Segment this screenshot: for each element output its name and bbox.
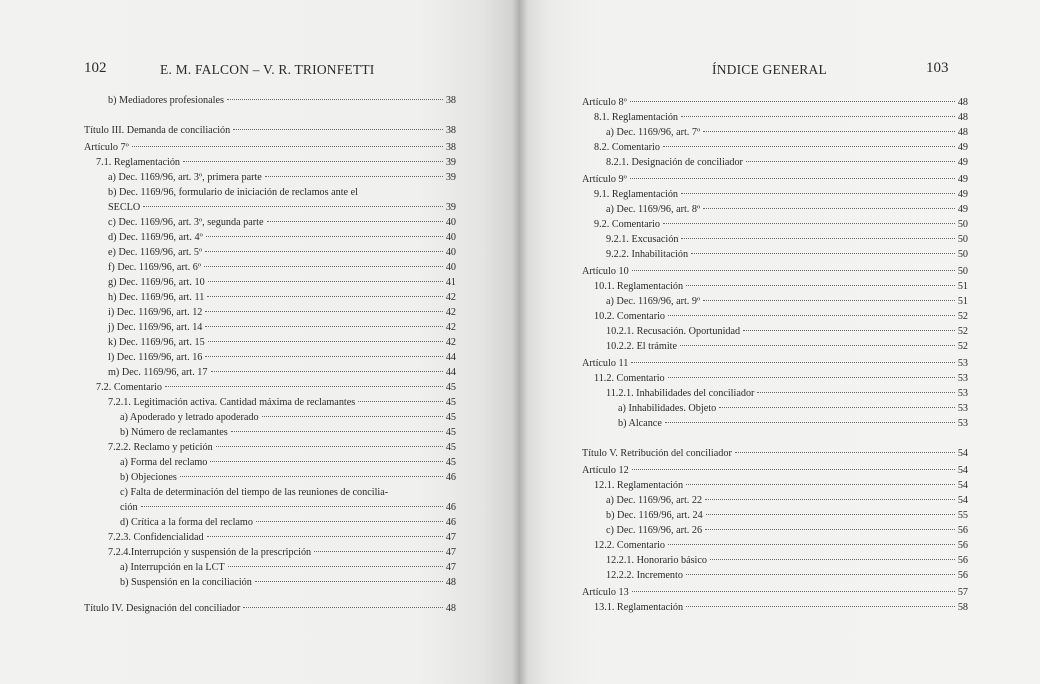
toc-entry [108, 366, 456, 380]
toc-entry-page: 46 [445, 517, 456, 528]
toc-entry [120, 561, 456, 575]
toc-entry-title: b) Alcance [618, 418, 662, 429]
toc-entry-page: 38 [445, 125, 456, 136]
toc-entry-page: 53 [957, 373, 968, 384]
toc-entry [582, 464, 968, 478]
toc-entry [606, 387, 968, 401]
toc-entry-title: d) Dec. 1169/96, art. 4º [108, 232, 203, 243]
toc-entry-title: 11.2.1. Inhabilidades del conciliador [606, 388, 755, 399]
toc-entry-page: 45 [445, 457, 456, 468]
toc-entry [108, 261, 456, 275]
toc-entry-page: 52 [957, 341, 968, 352]
toc-entry-title: 11.2. Comentario [594, 373, 665, 384]
toc-entry-page: 52 [957, 311, 968, 322]
dot-leader [686, 285, 955, 286]
toc-entry-page: 49 [957, 174, 968, 185]
dot-leader [141, 506, 443, 507]
toc-entry-page: 44 [445, 352, 456, 363]
toc-entry-page: 48 [445, 577, 456, 588]
dot-leader [681, 116, 955, 117]
toc-entry-title: 10.2.1. Recusación. Oportunidad [606, 326, 741, 337]
toc-entry-title: d) Crítica a la forma del reclamo [120, 517, 253, 528]
toc-entry [606, 325, 968, 339]
toc-entry [120, 576, 456, 590]
dot-leader [207, 296, 443, 297]
toc-entry-page: 40 [445, 232, 456, 243]
toc-entry [582, 586, 968, 600]
toc-entry [606, 340, 968, 354]
dot-leader [630, 101, 955, 102]
toc-entry-title: Artículo 11 [582, 358, 629, 369]
dot-leader [233, 129, 443, 130]
toc-entry-title: 12.1. Reglamentación [594, 480, 684, 491]
toc-entry [606, 524, 968, 538]
toc-entry [120, 486, 456, 500]
dot-leader [703, 208, 955, 209]
toc-entry [96, 381, 456, 395]
toc-entry-title: Artículo 8º [582, 97, 627, 108]
toc-entry [606, 126, 968, 140]
toc-entry-title: a) Dec. 1169/96, art. 8º [606, 204, 701, 215]
toc-entry [108, 171, 456, 185]
dot-leader [228, 566, 443, 567]
dot-leader [205, 311, 442, 312]
toc-entry-title: 8.1. Reglamentación [594, 112, 679, 123]
toc-entry-title: b) Mediadores profesionales [108, 95, 224, 106]
toc-entry [108, 396, 456, 410]
toc-entry [606, 554, 968, 568]
toc-entry [108, 231, 456, 245]
dot-leader [735, 452, 955, 453]
toc-entry [594, 141, 968, 155]
toc-entry [108, 291, 456, 305]
toc-entry-page: 50 [957, 234, 968, 245]
dot-leader [710, 559, 955, 560]
dot-leader [205, 251, 443, 252]
toc-entry-page: 54 [957, 448, 968, 459]
toc-entry-title: c) Dec. 1169/96, art. 3º, segunda parte [108, 217, 264, 228]
toc-entry [618, 417, 968, 431]
toc-entry-title: e) Dec. 1169/96, art. 5º [108, 247, 203, 258]
toc-entry-title: k) Dec. 1169/96, art. 15 [108, 337, 205, 348]
toc-entry-page: 42 [445, 292, 456, 303]
toc-entry-page: 58 [957, 602, 968, 613]
toc-entry [120, 501, 456, 515]
toc-entry-title: Artículo 9º [582, 174, 627, 185]
toc-entry [594, 539, 968, 553]
toc-entry-page: 42 [445, 307, 456, 318]
dot-leader [703, 131, 955, 132]
dot-leader [210, 461, 442, 462]
dot-leader [262, 416, 443, 417]
toc-entry [594, 111, 968, 125]
toc-entry-page: 53 [957, 403, 968, 414]
toc-entry-title: ción [120, 502, 138, 513]
toc-entry-page: 53 [957, 388, 968, 399]
toc-entry-title: 8.2. Comentario [594, 142, 660, 153]
toc-entry-page: 48 [445, 603, 456, 614]
dot-leader [243, 607, 443, 608]
toc-entry-page: 41 [445, 277, 456, 288]
page-number: 102 [84, 60, 107, 76]
toc-entry-title: Artículo 7º [84, 142, 129, 153]
dot-leader [686, 484, 955, 485]
toc-entry-page: 45 [445, 427, 456, 438]
dot-leader [719, 407, 955, 408]
toc-entry-title: c) Falta de determinación del tiempo de las reuniones de concilia- [120, 487, 389, 498]
dot-leader [743, 330, 955, 331]
toc-entry-title: Artículo 10 [582, 266, 629, 277]
dot-leader [183, 161, 443, 162]
dot-leader [705, 499, 955, 500]
toc-entry-page: 42 [445, 322, 456, 333]
toc-entry-page: 53 [957, 358, 968, 369]
toc-entry-page: 54 [957, 495, 968, 506]
dot-leader [686, 606, 955, 607]
toc-entry-page: 45 [445, 382, 456, 393]
running-head: ÍNDICE GENERAL [712, 62, 827, 77]
dot-leader [216, 446, 443, 447]
dot-leader [668, 544, 955, 545]
dot-leader [663, 146, 955, 147]
toc-entry-title: b) Dec. 1169/96, formulario de iniciación de reclamos ante el [108, 187, 358, 198]
toc-entry-page: 46 [445, 472, 456, 483]
toc-entry-title: b) Número de reclamantes [120, 427, 228, 438]
toc-entry-title: b) Suspensión en la conciliación [120, 577, 252, 588]
toc-entry [594, 372, 968, 386]
toc-entry-page: 49 [957, 157, 968, 168]
toc-entry-page: 39 [445, 157, 456, 168]
toc-entry-title: SECLO [108, 202, 141, 213]
toc-entry-title: Artículo 13 [582, 587, 629, 598]
dot-leader [208, 341, 443, 342]
toc-entry [606, 156, 968, 170]
toc-entry [606, 203, 968, 217]
toc-entry-title: a) Dec. 1169/96, art. 3º, primera parte [108, 172, 262, 183]
toc-entry-title: 7.1. Reglamentación [96, 157, 181, 168]
dot-leader [681, 193, 955, 194]
toc-entry [606, 494, 968, 508]
toc-entry-title: a) Dec. 1169/96, art. 7º [606, 127, 701, 138]
toc-entry-title: b) Objeciones [120, 472, 177, 483]
toc-entry-page: 48 [957, 112, 968, 123]
toc-entry-page: 50 [957, 249, 968, 260]
toc-entry [120, 456, 456, 470]
toc-entry [582, 447, 968, 461]
toc-entry [108, 94, 456, 108]
dot-leader [205, 326, 442, 327]
toc-entry-title: Artículo 12 [582, 465, 629, 476]
dot-leader [691, 253, 955, 254]
running-head: E. M. FALCON – V. R. TRIONFETTI [160, 62, 375, 77]
toc-entry-page: 49 [957, 189, 968, 200]
toc-entry-page: 40 [445, 247, 456, 258]
dot-leader [705, 529, 955, 530]
toc-entry-page: 56 [957, 555, 968, 566]
dot-leader [231, 431, 443, 432]
toc-entry-page: 49 [957, 142, 968, 153]
dot-leader [680, 345, 955, 346]
toc-entry-title: 9.2. Comentario [594, 219, 660, 230]
dot-leader [358, 401, 443, 402]
toc-entry [96, 156, 456, 170]
toc-entry-page: 45 [445, 397, 456, 408]
dot-leader [255, 581, 443, 582]
toc-entry [120, 426, 456, 440]
dot-leader [207, 536, 443, 537]
toc-entry-title: 12.2.2. Incremento [606, 570, 683, 581]
toc-entry [594, 479, 968, 493]
toc-entry-title: 8.2.1. Designación de conciliador [606, 157, 743, 168]
dot-leader [256, 521, 443, 522]
dot-leader [143, 206, 443, 207]
dot-leader [204, 266, 443, 267]
dot-leader [706, 514, 955, 515]
toc-entry [594, 601, 968, 615]
toc-entry-page: 49 [957, 204, 968, 215]
toc-entry [594, 188, 968, 202]
dot-leader [632, 591, 955, 592]
toc-entry-page: 48 [957, 127, 968, 138]
toc-entry-page: 47 [445, 547, 456, 558]
page-number: 103 [926, 60, 949, 76]
toc-entry [108, 276, 456, 290]
dot-leader [314, 551, 443, 552]
toc-entry-title: a) Dec. 1169/96, art. 9º [606, 296, 701, 307]
dot-leader [686, 574, 955, 575]
toc-entry [120, 516, 456, 530]
toc-entry-page: 56 [957, 570, 968, 581]
toc-entry-title: l) Dec. 1169/96, art. 16 [108, 352, 203, 363]
toc-entry-title: j) Dec. 1169/96, art. 14 [108, 322, 203, 333]
toc-entry-page: 40 [445, 262, 456, 273]
toc-entry [108, 201, 456, 215]
toc-entry-title: m) Dec. 1169/96, art. 17 [108, 367, 208, 378]
dot-leader [632, 270, 955, 271]
toc-entry [108, 246, 456, 260]
toc-entry-title: a) Forma del reclamo [120, 457, 208, 468]
dot-leader [668, 315, 955, 316]
toc-entry-title: Título V. Retribución del conciliador [582, 448, 732, 459]
toc-entry [594, 310, 968, 324]
toc-entry [108, 186, 456, 200]
toc-entry-title: a) Inhabilidades. Objeto [618, 403, 717, 414]
toc-entry-page: 38 [445, 95, 456, 106]
toc-entry-title: 7.2.4.Interrupción y suspensión de la prescripción [108, 547, 312, 558]
toc-entry-page: 51 [957, 281, 968, 292]
dot-leader [663, 223, 955, 224]
toc-entry-title: a) Interrupción en la LCT [120, 562, 225, 573]
toc-entry [108, 306, 456, 320]
dot-leader [206, 236, 443, 237]
right-page [520, 0, 1040, 684]
toc-entry [108, 531, 456, 545]
toc-entry-title: Título IV. Designación del conciliador [84, 603, 241, 614]
toc-entry-page: 38 [445, 142, 456, 153]
toc-entry [84, 124, 456, 138]
toc-entry-page: 45 [445, 412, 456, 423]
toc-entry-title: h) Dec. 1169/96, art. 11 [108, 292, 205, 303]
toc-entry [594, 280, 968, 294]
toc-entry-page: 50 [957, 266, 968, 277]
toc-entry-title: f) Dec. 1169/96, art. 6º [108, 262, 202, 273]
toc-entry-page: 57 [957, 587, 968, 598]
dot-leader [180, 476, 443, 477]
toc-entry-page: 39 [445, 202, 456, 213]
toc-entry [594, 218, 968, 232]
toc-entry [108, 321, 456, 335]
toc-entry [618, 402, 968, 416]
toc-entry-title: 7.2.2. Reclamo y petición [108, 442, 213, 453]
toc-entry-page: 56 [957, 525, 968, 536]
dot-leader [746, 161, 955, 162]
toc-entry-title: Título III. Demanda de conciliación [84, 125, 231, 136]
toc-entry [84, 141, 456, 155]
dot-leader [631, 362, 955, 363]
toc-entry [582, 96, 968, 110]
toc-entry-title: g) Dec. 1169/96, art. 10 [108, 277, 205, 288]
toc-entry [120, 471, 456, 485]
dot-leader [681, 238, 954, 239]
toc-entry [108, 336, 456, 350]
toc-entry [108, 546, 456, 560]
toc-entry [108, 216, 456, 230]
toc-entry-page: 55 [957, 510, 968, 521]
toc-entry-title: 13.1. Reglamentación [594, 602, 684, 613]
toc-entry-title: 7.2.1. Legitimación activa. Cantidad máxima de reclamantes [108, 397, 356, 408]
dot-leader [757, 392, 954, 393]
toc-entry [606, 233, 968, 247]
toc-entry-title: 12.2.1. Honorario básico [606, 555, 708, 566]
toc-entry-title: 9.2.1. Excusación [606, 234, 679, 245]
toc-entry-page: 53 [957, 418, 968, 429]
toc-entry-page: 50 [957, 219, 968, 230]
dot-leader [205, 356, 442, 357]
toc-entry-page: 46 [445, 502, 456, 513]
toc-entry-title: 12.2. Comentario [594, 540, 666, 551]
toc-entry-page: 54 [957, 465, 968, 476]
dot-leader [227, 99, 443, 100]
toc-entry [108, 351, 456, 365]
toc-entry-page: 48 [957, 97, 968, 108]
toc-entry [84, 602, 456, 616]
toc-entry [582, 357, 968, 371]
dot-leader [208, 281, 443, 282]
dot-leader [630, 178, 955, 179]
dot-leader [211, 371, 443, 372]
toc-entry-title: 10.1. Reglamentación [594, 281, 684, 292]
toc-entry [108, 441, 456, 455]
toc-entry-title: c) Dec. 1169/96, art. 26 [606, 525, 703, 536]
toc-entry-title: 9.1. Reglamentación [594, 189, 679, 200]
toc-entry-title: 7.2. Comentario [96, 382, 162, 393]
toc-entry [582, 265, 968, 279]
dot-leader [703, 300, 955, 301]
toc-entry [582, 173, 968, 187]
toc-entry-title: a) Dec. 1169/96, art. 22 [606, 495, 703, 506]
toc-entry-page: 52 [957, 326, 968, 337]
toc-entry-page: 40 [445, 217, 456, 228]
toc-entry [606, 248, 968, 262]
toc-entry [606, 509, 968, 523]
toc-entry-title: 7.2.3. Confidencialidad [108, 532, 204, 543]
toc-entry-page: 54 [957, 480, 968, 491]
toc-entry-title: b) Dec. 1169/96, art. 24 [606, 510, 703, 521]
toc-entry [606, 295, 968, 309]
dot-leader [265, 176, 443, 177]
toc-entry-page: 39 [445, 172, 456, 183]
dot-leader [267, 221, 443, 222]
toc-entry-page: 45 [445, 442, 456, 453]
dot-leader [132, 146, 443, 147]
toc-entry-title: a) Apoderado y letrado apoderado [120, 412, 259, 423]
toc-entry-page: 56 [957, 540, 968, 551]
toc-entry [120, 411, 456, 425]
dot-leader [668, 377, 955, 378]
toc-entry [606, 569, 968, 583]
toc-entry-title: 9.2.2. Inhabilitación [606, 249, 689, 260]
toc-entry-page: 47 [445, 562, 456, 573]
dot-leader [665, 422, 955, 423]
toc-entry-title: 10.2.2. El trámite [606, 341, 678, 352]
toc-entry-page: 47 [445, 532, 456, 543]
toc-entry-page: 44 [445, 367, 456, 378]
toc-entry-title: 10.2. Comentario [594, 311, 666, 322]
toc-entry-page: 51 [957, 296, 968, 307]
toc-entry-page: 42 [445, 337, 456, 348]
dot-leader [632, 469, 955, 470]
toc-entry-title: i) Dec. 1169/96, art. 12 [108, 307, 203, 318]
dot-leader [165, 386, 443, 387]
